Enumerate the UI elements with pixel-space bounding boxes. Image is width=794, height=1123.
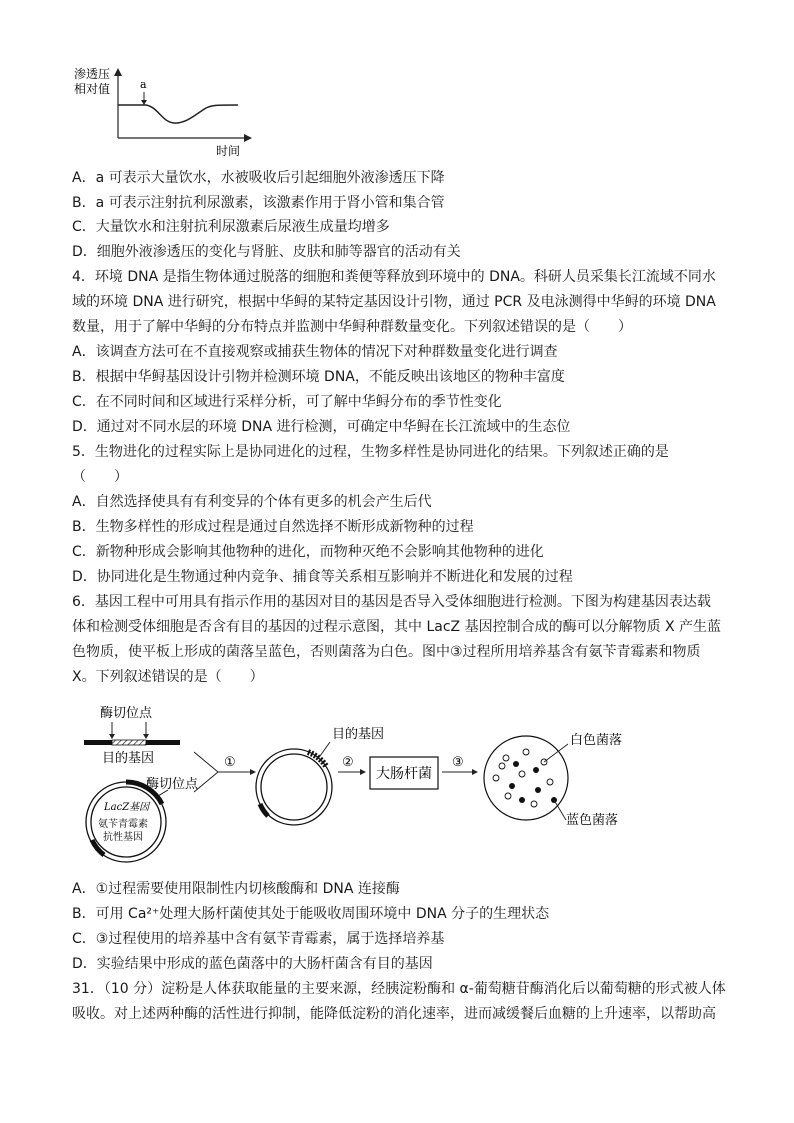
graph-ylabel-line2: 相对值	[74, 82, 111, 96]
q31-stem-line1: 31．（10 分）淀粉是人体获取能量的主要来源，经胰淀粉酶和 α-葡萄糖苷酶消化后以葡萄糖的形式被人体	[72, 981, 726, 997]
arrowhead-step2	[360, 769, 366, 775]
graph-xlabel: 时间	[216, 144, 241, 158]
q6-option-a: A．①过程需要使用限制性内切核酸酶和 DNA 连接酶	[72, 881, 400, 897]
gene-engineering-diagram	[76, 700, 676, 865]
q5-option-d: D．协同进化是生物通过种内竞争、捕食等关系相互影响并不断进化和发展的过程	[72, 569, 573, 585]
recombinant-plasmid-inner	[261, 754, 327, 820]
white-colony	[505, 793, 511, 799]
q4-stem-line2: 域的环境 DNA 进行研究，根据中华鲟的某特定基因设计引物，通过 PCR 及电泳测得中华鲟的环境 DNA	[72, 294, 716, 310]
target-gene-label-top: 目的基因	[332, 727, 385, 742]
q5-option-a: A．自然选择使具有有利变异的个体有更多的机会产生后代	[72, 494, 432, 510]
lacz-gene-label: LacZ基因	[104, 802, 150, 813]
q6-option-d: D．实验结果中形成的蓝色菌落中的大肠杆菌含有目的基因	[72, 956, 433, 972]
q6-stem-line1: 6．基因工程中可用具有指示作用的基因对目的基因是否导入受体细胞进行检测。下图为构建基因表达载	[72, 594, 711, 610]
graph-y-arrow	[114, 68, 122, 76]
q4-stem-line1: 4．环境 DNA 是指生物体通过脱落的细胞和粪便等释放到环境中的 DNA。科研人员采集长江流域不同水	[72, 269, 716, 285]
q5-stem-line2: （ ）	[72, 469, 128, 485]
white-colony	[523, 749, 529, 755]
q6-stem-line3: 色物质，使平板上形成的菌落呈蓝色，否则菌落为白色。图中③过程所用培养基含有氨苄青霉素和物质	[72, 644, 701, 660]
target-gene-pointer	[320, 742, 330, 756]
graph-marker-a: a	[140, 78, 147, 91]
white-colony	[503, 755, 509, 761]
q5-stem-line1: 5．生物进化的过程实际上是协同进化的过程，生物多样性是协同进化的结果。下列叙述正确的是	[72, 444, 669, 460]
q3-option-c: C．大量饮水和注射抗利尿激素后尿液生成量均增多	[72, 219, 390, 235]
blue-colony	[509, 783, 515, 789]
white-colony	[499, 763, 505, 769]
blue-colony	[513, 761, 519, 767]
white-colony	[547, 779, 553, 785]
white-colony	[531, 801, 537, 807]
cut-site-label-top: 酶切位点	[100, 706, 153, 721]
cut-arrowhead-right	[143, 734, 149, 739]
white-colony-label: 白色菌落	[570, 733, 623, 748]
graph-ylabel-line1: 渗透压	[74, 67, 111, 81]
arrowhead-step3	[472, 769, 478, 775]
target-gene-segment	[112, 740, 146, 745]
q4-option-b: B．根据中华鲟基因设计引物并检测环境 DNA，不能反映出该地区的物种丰富度	[72, 369, 565, 385]
q6-option-c: C．③过程使用的培养基中含有氨苄青霉素，属于选择培养基	[72, 931, 445, 947]
blue-colony	[519, 797, 525, 803]
q3-option-b: B．a 可表示注射抗利尿激素，该激素作用于肾小管和集合管	[72, 195, 445, 211]
q4-option-c: C．在不同时间和区域进行采样分析，可了解中华鲟分布的季节性变化	[72, 394, 502, 410]
q5-option-b: B．生物多样性的形成过程是通过自然选择不断形成新物种的过程	[72, 519, 474, 535]
q4-option-d: D．通过对不同水层的环境 DNA 进行检测，可确定中华鲟在长江流域中的生态位	[72, 419, 571, 435]
cut-site-label-plasmid: 酶切位点	[146, 777, 199, 792]
blue-colony	[533, 767, 539, 773]
graph-curve	[118, 105, 238, 123]
arrowhead-step1	[250, 769, 256, 775]
amp-resistance-label-line2: 抗性基因	[103, 832, 143, 843]
step1-label: ①	[224, 755, 236, 770]
blue-colony-label: 蓝色菌落	[566, 813, 619, 828]
q4-option-a: A．该调查方法可在不直接观察或捕获生物体的情况下对种群数量变化进行调查	[72, 344, 558, 360]
cut-arrowhead-left	[109, 734, 115, 739]
step3-label: ③	[452, 755, 464, 770]
q6-option-b: B．可用 Ca²⁺处理大肠杆菌使其处于能吸收周围环境中 DNA 分子的生理状态	[72, 906, 550, 922]
blue-colony	[535, 787, 541, 793]
q31-stem-line2: 吸收。对上述两种酶的活性进行抑制，能降低淀粉的消化速率，进而减缓餐后血糖的上升速率，以帮助高	[72, 1006, 716, 1022]
graph-x-arrow	[244, 134, 252, 142]
step2-label: ②	[342, 755, 354, 770]
q4-stem-line3: 数量，用于了解中华鲟的分布特点并监测中华鲟种群数量变化。下列叙述错误的是（ ）	[72, 319, 632, 335]
q6-stem-line4: X。下列叙述错误的是（ ）	[72, 669, 264, 685]
white-colony	[519, 771, 525, 777]
q3-option-a: A．a 可表示大量饮水，水被吸收后引起细胞外液渗透压下降	[72, 170, 445, 186]
q6-stem-line2: 体和检测受体细胞是否含有目的基因的过程示意图，其中 LacZ 基因控制合成的酶可以分解物质 X 产生蓝	[72, 619, 722, 635]
q5-option-c: C．新物种形成会影响其他物种的进化，而物种灭绝不会影响其他物种的进化	[72, 544, 544, 560]
amp-resistance-label-line1: 氨苄青霉素	[98, 819, 148, 830]
q3-option-d: D．细胞外液渗透压的变化与肾脏、皮肤和肺等器官的活动有关	[72, 244, 461, 260]
osmotic-pressure-graph	[70, 62, 270, 162]
target-gene-label-left: 目的基因	[102, 751, 155, 766]
ecoli-label: 大肠杆菌	[376, 766, 432, 782]
white-colony	[493, 775, 499, 781]
